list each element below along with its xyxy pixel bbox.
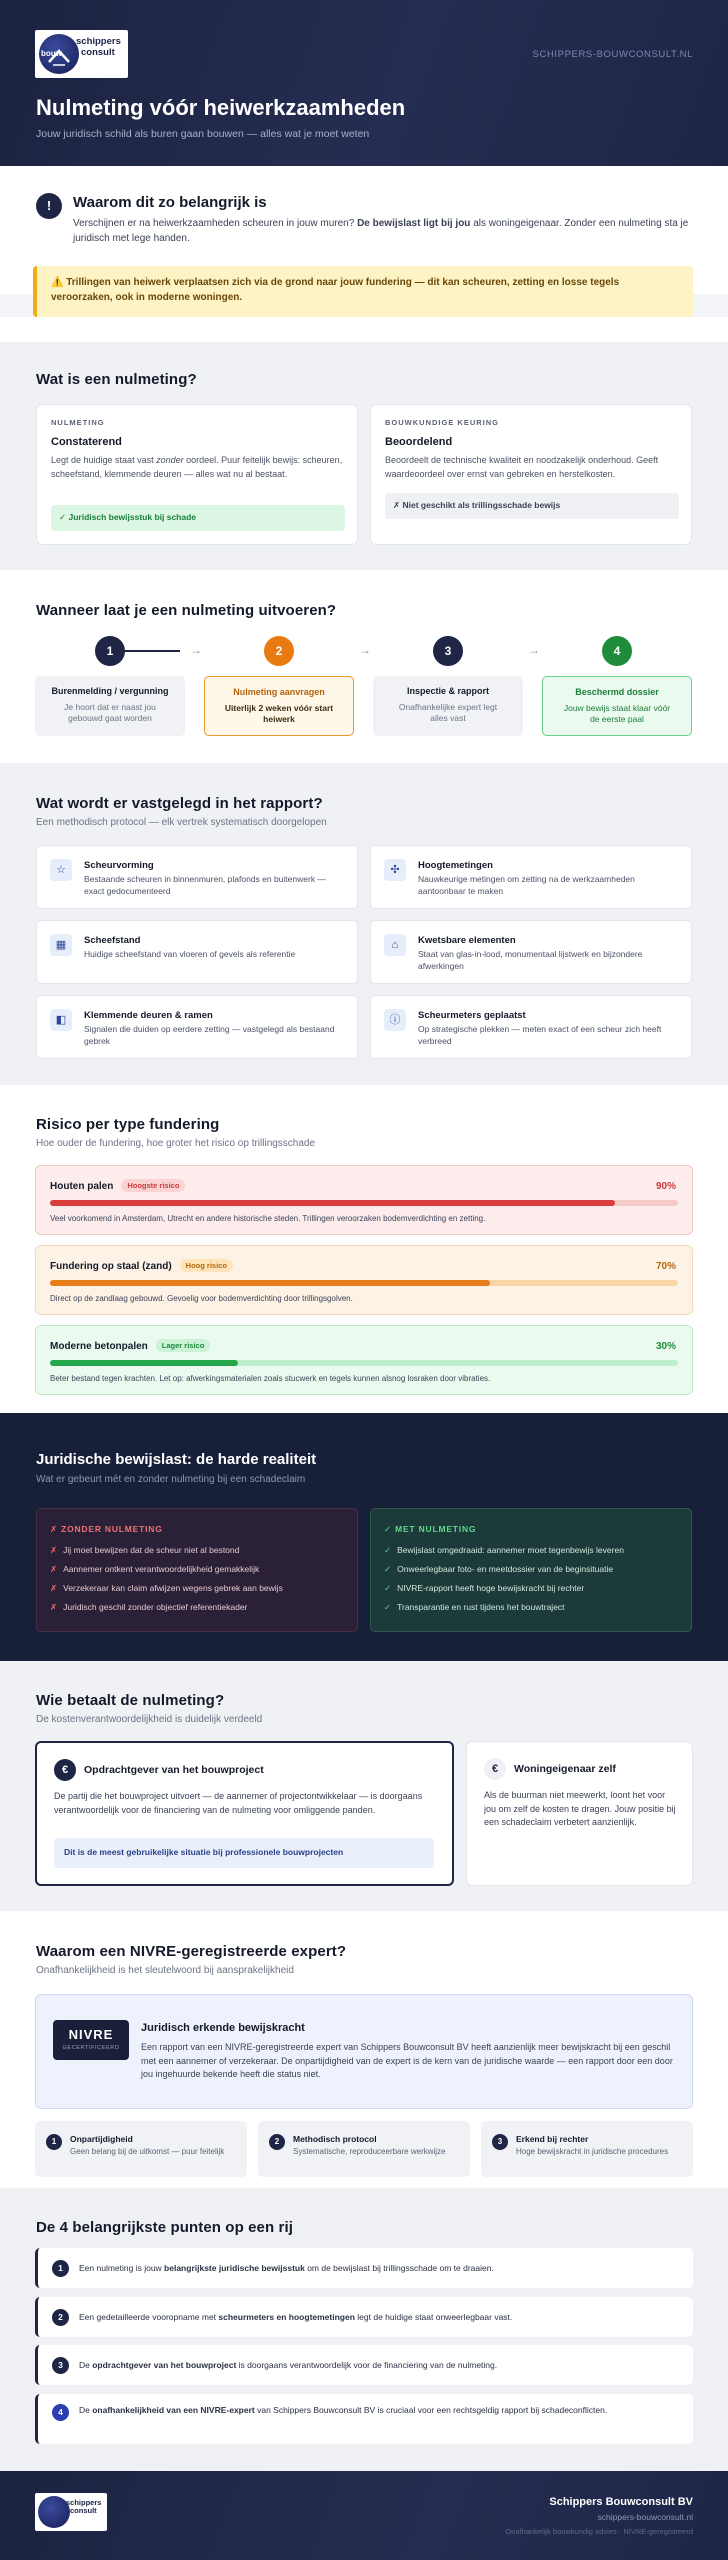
check-icon: ✓ [384, 1564, 392, 1574]
risk-bar-fill [50, 1200, 615, 1206]
nivre-logo: NIVRE GECERTIFICEERD [53, 2020, 129, 2060]
points-title: De 4 belangrijkste punten op een rij [36, 2219, 293, 2236]
report-item-text: Bestaande scheuren in binnenmuren, plafonds en buitenwerk — exact gedocumenteerd [84, 874, 326, 896]
card-kicker: NULMETING [51, 418, 105, 427]
card-title: Constaterend [51, 436, 122, 448]
step-box-2: Nulmeting aanvragen Uiterlijk 2 weken vóór start heiwerk [204, 676, 354, 736]
key-point-num: 4 [52, 2404, 69, 2421]
proof-item: ✗ Juridisch geschil zonder objectief referentiekader [50, 1602, 248, 1612]
pay-subtitle: De kostenverantwoordelijkheid is duidelijk verdeeld [36, 1714, 263, 1725]
report-item-title: Klemmende deuren & ramen [84, 1010, 213, 1021]
key-point-num: 1 [52, 2260, 69, 2277]
risk-bar-track [50, 1360, 678, 1366]
pay-side-title: Woningeigenaar zelf [514, 1763, 616, 1775]
risk-badge: Hoogste risico [121, 1179, 185, 1192]
report-item [370, 845, 692, 909]
report-subtitle: Een methodisch protocol — elk vertrek systematisch doorgelopen [36, 817, 327, 828]
step-circle-3: 3 [433, 636, 463, 666]
report-item [370, 995, 692, 1059]
nivre-item-text: Systematische, reproduceerbare werkwijze [293, 2147, 446, 2156]
arrow-icon: → [528, 643, 540, 657]
footer-tagline: Onafhankelijk bouwkundig advies · NIVRE-geregistreerd [505, 2527, 693, 2536]
report-item-icon: ⌂ [384, 934, 406, 956]
page-header [0, 0, 728, 166]
proof-item: ✗ Aannemer ontkent verantwoordelijkheid gemakkelijk [50, 1564, 260, 1574]
step-circle-4: 4 [602, 636, 632, 666]
key-point-num: 2 [52, 2309, 69, 2326]
report-item-title: Hoogtemetingen [418, 860, 493, 871]
nivre-item [35, 2121, 247, 2177]
risk-subtitle: Hoe ouder de fundering, hoe groter het risico op trillingsschade [36, 1138, 316, 1149]
risk-bar-track [50, 1200, 678, 1206]
key-point-text: Een gedetailleerde vooropname met scheurmeters en hoogtemetingen legt de huidige staat onweerlegbaar vast. [79, 2312, 513, 2322]
pay-title: Wie betaalt de nulmeting? [36, 1692, 225, 1709]
nivre-item-title: Onpartijdigheid [70, 2134, 133, 2144]
without-title: ✗ ZONDER NULMETING [50, 1524, 163, 1534]
report-item-icon: ⓘ [384, 1009, 406, 1031]
why-title: Waarom dit zo belangrijk is [73, 194, 267, 211]
nivre-text: Een rapport van een NIVRE-geregistreerde expert van Schippers Bouwconsult BV heeft aanzienlijk meer bewijskracht bij een geschil met een aannemer of verzekeraar. De onpartijdigheid van de expert is de kern van de juridische waarde — een rapport door een door jou ingehuurde bekende heeft die status niet. [141, 2042, 673, 2079]
risk-row [35, 1245, 693, 1315]
risk-bar-track [50, 1280, 678, 1286]
cross-icon: ✗ [50, 1564, 58, 1574]
nivre-item [258, 2121, 470, 2177]
when-section [0, 570, 728, 763]
card-note: ✗ Niet geschikt als trillingsschade bewijs [385, 493, 679, 519]
nivre-heading: Juridisch erkende bewijskracht [141, 2022, 305, 2034]
nivre-item-num: 2 [269, 2134, 285, 2150]
card-keuring [370, 404, 692, 545]
why-text: Verschijnen er na heiwerkzaamheden scheuren in jouw muren? De bewijslast ligt bij jou als woningeigenaar. Zonder een nulmeting sta je juridisch met lege handen. [73, 218, 689, 244]
risk-section [0, 1085, 728, 1413]
arrow-icon: → [190, 643, 202, 657]
company-logo[interactable]: bouw schippers consult [35, 30, 128, 78]
proof-item: ✗ Verzekeraar kan claim afwijzen wegens gebrek aan bewijs [50, 1583, 283, 1593]
risk-percent: 70% [655, 1261, 676, 1272]
risk-row [35, 1325, 693, 1395]
report-item-text: Signalen die duiden op eerdere zetting — vastgelegd als bestaand gebrek [84, 1024, 335, 1046]
nivre-item-text: Hoge bewijskracht in juridische procedures [516, 2147, 669, 2156]
proof-section [0, 1413, 728, 1661]
page-footer [0, 2471, 728, 2560]
proof-item: ✓ NIVRE-rapport heeft hoge bewijskracht bij rechter [384, 1583, 585, 1593]
page-title: Nulmeting vóór heiwerkzaamheden [36, 95, 406, 120]
check-icon: ✓ [384, 1602, 392, 1612]
risk-badge: Hoog risico [180, 1259, 233, 1272]
risk-row-name: Houten palen Hoogste risico [50, 1180, 185, 1194]
report-item-icon: ▦ [50, 934, 72, 956]
report-item-icon: ✣ [384, 859, 406, 881]
with-card [370, 1508, 692, 1632]
step-circle-1: 1 [95, 636, 125, 666]
site-url[interactable]: SCHIPPERS-BOUWCONSULT.NL [532, 49, 693, 60]
alert-badge: ! [36, 193, 62, 219]
report-item-text: Huidige scheefstand van vloeren of gevels als referentie [84, 949, 296, 959]
card-title: Beoordelend [385, 436, 453, 448]
check-icon: ✓ [384, 1545, 392, 1555]
without-card [36, 1508, 358, 1632]
card-nulmeting [36, 404, 358, 545]
report-item [36, 995, 358, 1059]
nivre-item-num: 1 [46, 2134, 62, 2150]
card-note: ✓ Juridisch bewijsstuk bij schade [51, 505, 345, 531]
proof-subtitle: Wat er gebeurt mét en zonder nulmeting bij een schadeclaim [36, 1474, 306, 1485]
warning-box: ⚠️ Trillingen van heiwerk verplaatsen zich via de grond naar jouw fundering — dit kan scheuren, zetting en losse tegels veroorzaken, ook in moderne woningen. [33, 266, 693, 317]
risk-row [35, 1165, 693, 1235]
step-box-3: Inspectie & rapport Onafhankelijke expert legt alles vast [373, 676, 523, 736]
report-section [0, 763, 728, 1085]
page-tagline: Jouw juridisch schild als buren gaan bouwen — alles wat je moet weten [36, 128, 370, 140]
key-point-text: Een nulmeting is jouw belangrijkste juridische bewijsstuk om de bewijslast bij trillingsschade om te draaien. [79, 2263, 494, 2273]
report-item-title: Scheefstand [84, 935, 141, 946]
cross-icon: ✗ [50, 1545, 58, 1555]
proof-item: ✗ Jij moet bewijzen dat de scheur niet al bestond [50, 1545, 240, 1555]
key-point [35, 2297, 693, 2337]
step-box-4: Beschermd dossier Jouw bewijs staat klaar vóór de eerste paal [542, 676, 692, 736]
report-item-title: Scheurvorming [84, 860, 154, 871]
proof-item: ✓ Onweerlegbaar foto- en meetdossier van de beginsituatie [384, 1564, 614, 1574]
risk-row-name: Moderne betonpalen Lager risico [50, 1340, 210, 1354]
nivre-item-title: Erkend bij rechter [516, 2134, 589, 2144]
risk-row-text: Direct op de zandlaag gebouwd. Gevoelig voor bodemverdichting door trillingsgolven. [50, 1294, 353, 1303]
risk-bar-fill [50, 1280, 490, 1286]
proof-title: Juridische bewijslast: de harde realiteit [36, 1451, 317, 1468]
footer-site[interactable]: schippers-bouwconsult.nl [597, 2512, 693, 2522]
pay-section [0, 1661, 728, 1911]
nivre-item [481, 2121, 693, 2177]
key-point-text: De opdrachtgever van het bouwproject is doorgaans verantwoordelijk voor de financiering van de nulmeting. [79, 2360, 498, 2370]
nivre-section [0, 1911, 728, 2188]
report-item-icon: ◧ [50, 1009, 72, 1031]
report-item-icon: ☆ [50, 859, 72, 881]
report-item-text: Nauwkeurige metingen om zetting na de werkzaamheden aantoonbaar te maken [418, 874, 635, 896]
risk-row-text: Veel voorkomend in Amsterdam, Utrecht en andere historische steden. Trillingen veroorzaken bodemverdichting en zetting. [50, 1214, 486, 1223]
risk-bar-fill [50, 1360, 238, 1366]
nivre-title: Waarom een NIVRE-geregistreerde expert? [36, 1943, 347, 1960]
proof-item: ✓ Bewijslast omgedraaid: aannemer moet tegenbewijs leveren [384, 1545, 624, 1555]
what-title: Wat is een nulmeting? [36, 371, 197, 388]
report-item [370, 920, 692, 984]
step-box-1: Burenmelding / vergunning Je hoort dat er naast jou gebouwd gaat worden [35, 676, 185, 736]
risk-title: Risico per type fundering [36, 1116, 220, 1133]
key-point-text: De onafhankelijkheid van een NIVRE-expert van Schippers Bouwconsult BV is cruciaal voor een rechtsgeldig rapport bij schadeconflicten. [79, 2405, 608, 2415]
cross-icon: ✗ [50, 1583, 58, 1593]
footer-logo[interactable]: schippers consult [35, 2493, 107, 2531]
nivre-item-num: 3 [492, 2134, 508, 2150]
pay-main-text: De partij die het bouwproject uitvoert — de aannemer of projectontwikkelaar — is doorgaans verantwoordelijk voor de financiering van de nulmeting voor omliggende panden. [54, 1791, 423, 1815]
report-item [36, 920, 358, 984]
report-item-text: Op strategische plekken — meten exact of een scheur zich heeft verbreed [418, 1024, 662, 1046]
what-section [0, 342, 728, 570]
points-section [0, 2188, 728, 2471]
proof-item: ✓ Transparantie en rust tijdens het bouwtraject [384, 1602, 565, 1612]
risk-percent: 30% [655, 1341, 676, 1352]
nivre-subtitle: Onafhankelijkheid is het sleutelwoord bij aansprakelijkheid [36, 1965, 294, 1976]
card-kicker: BOUWKUNDIGE KEURING [385, 418, 499, 427]
pay-side-text: Als de buurman niet meewerkt, loont het voor jou om zelf de kosten te dragen. Jouw positie bij een schadeclaim verbetert aanzienlijk. [484, 1790, 676, 1827]
pay-main-note: Dit is de meest gebruikelijke situatie bij professionele bouwprojecten [54, 1838, 434, 1868]
card-text: Legt de huidige staat vast zonder oordeel. Puur feitelijk bewijs: scheuren, scheefstand, klemmende deuren — alles wat nu al bestaat. [51, 455, 343, 479]
nivre-box [35, 1994, 693, 2109]
euro-icon: € [484, 1758, 506, 1780]
footer-company: Schippers Bouwconsult BV [549, 2496, 693, 2508]
report-item-title: Scheurmeters geplaatst [418, 1010, 526, 1021]
risk-row-name: Fundering op staal (zand) Hoog risico [50, 1260, 233, 1274]
card-text: Beoordeelt de technische kwaliteit en noodzakelijk onderhoud. Geeft waardeoordeel over ernst van gebreken en herstelkosten. [385, 455, 659, 479]
risk-row-text: Beter bestand tegen krachten. Let op: afwerkingsmaterialen zoals stucwerk en tegels kunnen alsnog losraken door vibraties. [50, 1374, 491, 1383]
arrow-icon: → [359, 643, 371, 657]
risk-percent: 90% [655, 1181, 676, 1192]
report-item-text: Staat van glas-in-lood, monumentaal lijstwerk en bijzondere afwerkingen [418, 949, 643, 971]
with-title: ✓ MET NULMETING [384, 1524, 477, 1534]
when-title: Wanneer laat je een nulmeting uitvoeren? [36, 602, 337, 619]
key-point [35, 2394, 693, 2444]
key-point [35, 2345, 693, 2385]
nivre-item-title: Methodisch protocol [293, 2134, 377, 2144]
pay-main-title: Opdrachtgever van het bouwproject [84, 1764, 264, 1776]
pay-main-card [35, 1741, 454, 1886]
report-title: Wat wordt er vastgelegd in het rapport? [36, 795, 323, 812]
check-icon: ✓ [384, 1583, 392, 1593]
pay-side-card [466, 1741, 693, 1886]
key-point [35, 2248, 693, 2288]
cross-icon: ✗ [50, 1602, 58, 1612]
step-circle-2: 2 [264, 636, 294, 666]
report-item [36, 845, 358, 909]
key-point-num: 3 [52, 2357, 69, 2374]
nivre-item-text: Geen belang bij de uitkomst — puur feitelijk [70, 2147, 225, 2156]
report-item-title: Kwetsbare elementen [418, 935, 516, 946]
euro-icon: € [54, 1759, 76, 1781]
risk-badge: Lager risico [156, 1339, 211, 1352]
